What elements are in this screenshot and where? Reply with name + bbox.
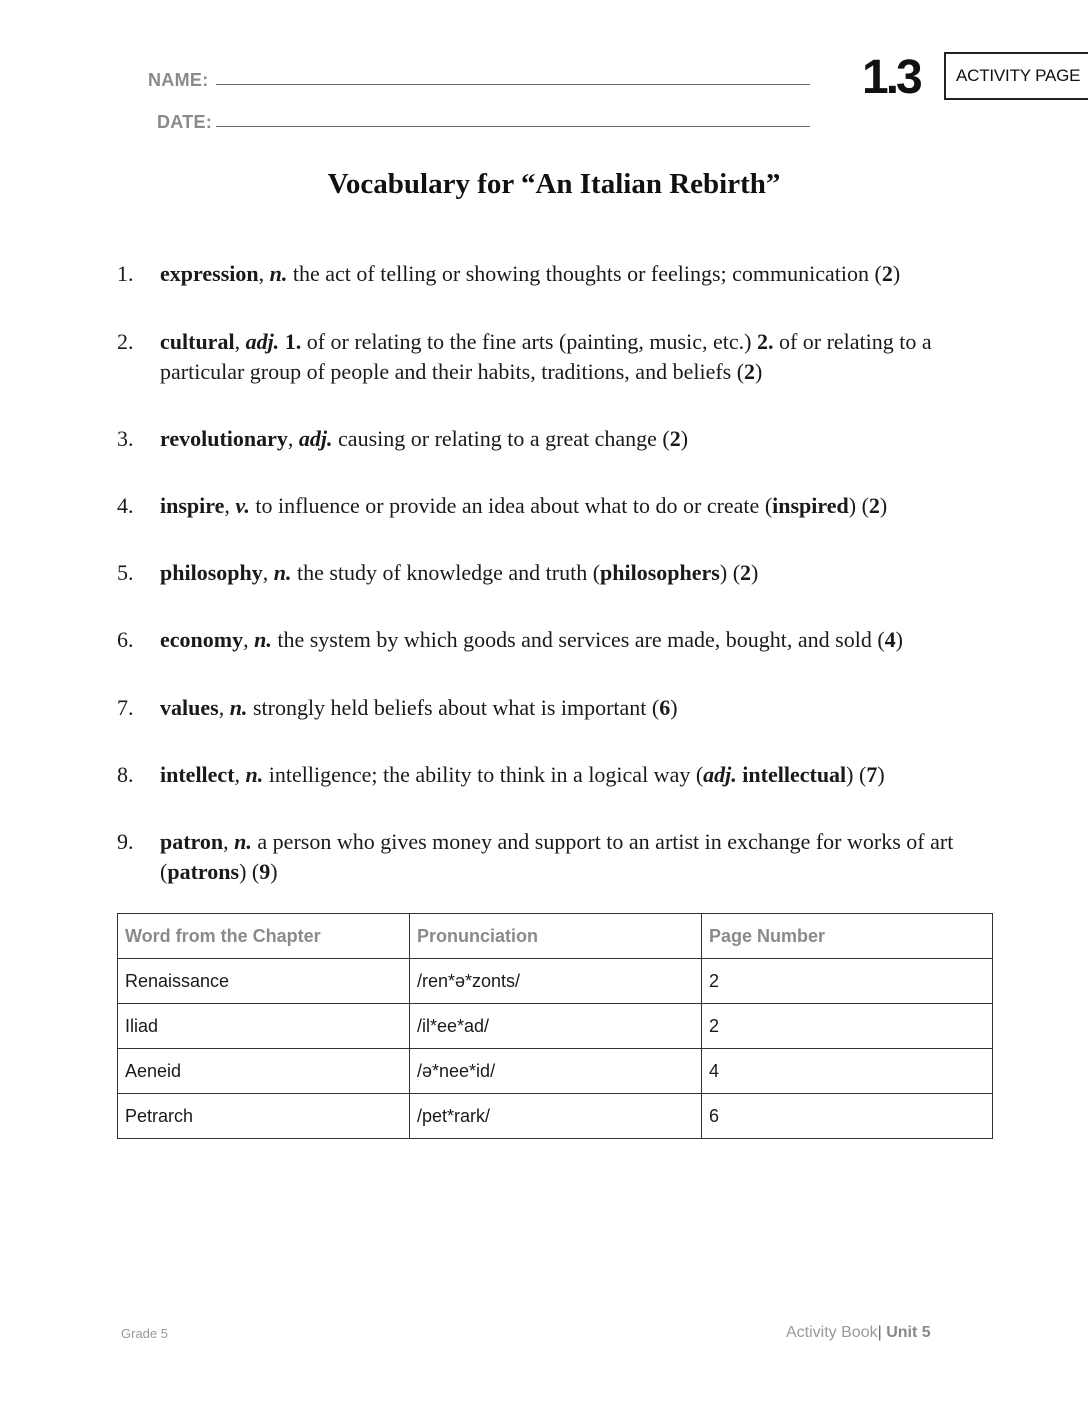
table-header-row [118,914,993,959]
name-line[interactable] [216,84,810,85]
vocab-text: , [243,627,255,652]
table-header-cell: Page Number [702,914,993,959]
name-label: NAME: [148,70,209,90]
vocab-emphasis: 1. [284,329,302,354]
vocab-emphasis: 2 [669,426,681,451]
vocab-definition [160,693,1000,723]
vocab-emphasis: values [160,695,219,720]
vocab-text: ) [879,493,888,518]
vocab-emphasis: 6 [659,695,671,720]
table-cell: Iliad [118,1004,410,1049]
vocab-text: ) [751,560,759,585]
vocab-definition [160,760,1000,790]
pronunciation-table [117,913,993,1139]
footer-separator: | [877,1324,882,1341]
vocab-text: intelligence; the ability to think in a logical way ( [263,762,704,787]
vocab-emphasis: n. [254,627,272,652]
vocab-text: to influence or provide an idea about what to do or create ( [249,493,773,518]
vocab-text: , [223,829,235,854]
table-cell: 4 [702,1049,993,1094]
activity-page-label: ACTIVITY PAGE [956,66,1081,85]
vocab-text: ) [892,261,901,286]
vocab-text: of or relating to a particular group of people and their habits, traditions, and beliefs ( [160,329,932,384]
vocab-text: ) [895,627,903,652]
footer-book: Activity Book [786,1324,878,1341]
table-cell: Petrarch [118,1094,410,1139]
vocab-text: ) [670,695,678,720]
table-cell: /il*ee*ad/ [410,1004,702,1049]
vocab-text: of or relating to the fine arts (painting, music, etc.) [301,329,757,354]
vocab-emphasis: n. [229,695,248,720]
vocab-definition [160,558,1000,588]
vocab-emphasis: n. [245,762,264,787]
vocab-number: 8. [117,762,134,787]
table-cell: /ə*nee*id/ [410,1049,702,1094]
vocab-emphasis: adj. [298,426,333,451]
table-header-cell: Word from the Chapter [118,914,410,959]
footer-grade: Grade 5 [121,1326,168,1341]
vocab-text: the study of knowledge and truth ( [291,560,601,585]
vocab-text: ) ( [719,560,741,585]
vocab-definition [160,259,1000,289]
table-row [118,959,993,1004]
table-cell: Renaissance [118,959,410,1004]
vocab-number: 9. [117,829,134,854]
vocab-text: , [287,426,299,451]
vocab-emphasis: n. [273,560,292,585]
vocab-emphasis: n. [269,261,288,286]
table-cell: 2 [702,959,993,1004]
vocab-definition [160,491,1000,521]
vocab-text: , [234,762,246,787]
vocab-emphasis: n. [234,829,252,854]
vocab-emphasis: adj. [245,329,280,354]
vocab-text: causing or relating to a great change ( [332,426,670,451]
vocab-emphasis: 2. [756,329,774,354]
vocab-emphasis: philosophers [600,560,720,585]
vocab-number: 7. [117,695,134,720]
vocab-emphasis: 4 [884,627,896,652]
vocab-emphasis: revolutionary [160,426,288,451]
vocab-definition [160,827,1000,887]
vocab-text: , [262,560,274,585]
vocab-text: a person who gives money and support to an artist in exchange for works of art ( [160,829,954,884]
vocab-emphasis: patron [160,829,224,854]
footer-book-unit [786,1324,931,1342]
vocab-number: 1. [117,261,134,286]
vocab-emphasis: v. [235,493,250,518]
vocab-emphasis: intellect [160,762,235,787]
vocab-text: , [218,695,230,720]
vocab-text: ) [270,859,278,884]
table-header-cell: Pronunciation [410,914,702,959]
vocab-emphasis: 2 [744,359,756,384]
vocab-emphasis: inspire [160,493,225,518]
vocab-text: ) [755,359,763,384]
vocab-emphasis: patrons [167,859,240,884]
vocab-text: , [258,261,270,286]
vocab-emphasis: 2 [881,261,893,286]
vocab-emphasis: philosophy [160,560,263,585]
vocab-definition [160,327,1000,387]
vocab-text: the system by which goods and services are made, bought, and sold ( [271,627,885,652]
footer-unit: Unit 5 [886,1324,931,1341]
table-cell: 6 [702,1094,993,1139]
vocab-emphasis: inspired [772,493,849,518]
table-cell: 2 [702,1004,993,1049]
vocab-text: ) ( [239,859,260,884]
activity-number: 1.3 [862,51,920,104]
vocab-number: 2. [117,329,134,354]
vocab-emphasis: economy [160,627,244,652]
vocab-text: ) [877,762,885,787]
table-row [118,1049,993,1094]
vocab-text: ) ( [848,493,869,518]
table-row [118,1004,993,1049]
date-label: DATE: [157,112,213,132]
activity-page-box [944,52,1088,100]
vocab-number: 5. [117,560,134,585]
vocab-definition [160,424,1000,454]
vocab-number: 6. [117,627,134,652]
vocab-emphasis: 2 [868,493,880,518]
vocab-definition [160,625,1000,655]
vocab-number: 4. [117,493,134,518]
vocab-text: ) ( [846,762,867,787]
vocab-emphasis: adj. [703,762,737,787]
vocab-emphasis: 2 [740,560,752,585]
vocab-text: the act of telling or showing thoughts or feelings; communication ( [287,261,882,286]
vocab-emphasis: cultural [160,329,235,354]
table-cell: Aeneid [118,1049,410,1094]
vocab-text: strongly held beliefs about what is important ( [247,695,660,720]
date-line[interactable] [216,126,810,127]
vocab-emphasis: expression [160,261,259,286]
table-cell: /pet*rark/ [410,1094,702,1139]
vocab-number: 3. [117,426,134,451]
vocab-emphasis: intellectual [742,762,847,787]
vocab-emphasis: 9 [259,859,271,884]
vocab-emphasis: 7 [866,762,878,787]
table-cell: /ren*ə*zonts/ [410,959,702,1004]
page-title: Vocabulary for “An Italian Rebirth” [327,168,781,200]
vocab-text: , [234,329,246,354]
table-row [118,1094,993,1139]
vocab-text: , [224,493,236,518]
vocab-text: ) [680,426,689,451]
